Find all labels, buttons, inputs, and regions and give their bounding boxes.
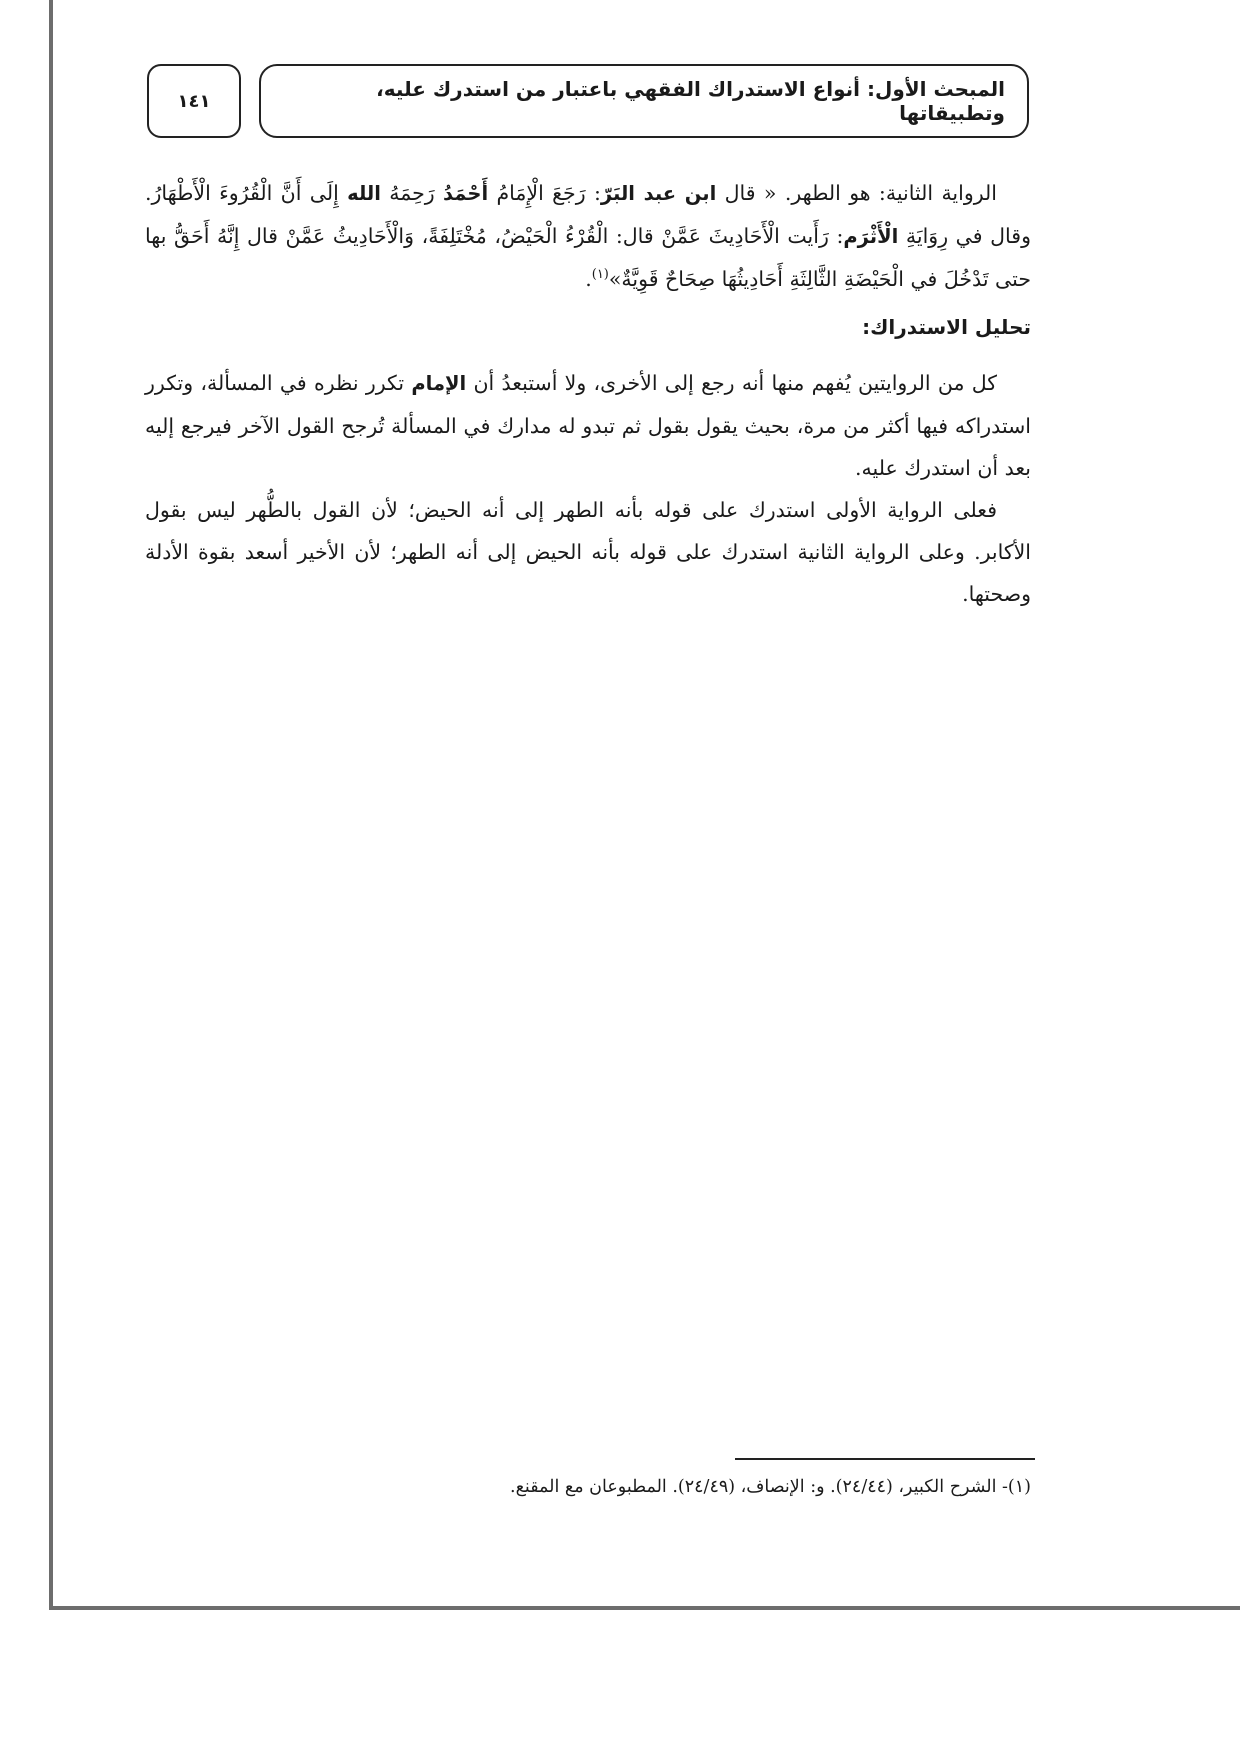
footnote-marker: (١)- (1002, 1477, 1031, 1497)
footnote (145, 1472, 1031, 1502)
bold-name: ابن عبد البَرّ (600, 182, 717, 205)
paragraph-analysis (145, 362, 1031, 489)
text-run: : رَأَيت الْأَحَادِيثَ عَمَّنْ قال: الْقُرْءُ الْحَيْضُ، مُخْتَلِفَةً، وَالْأَحَادِيثُ عَمَّنْ قال إِنَّهُ أَحَقُّ بها حتى تَدْخُلَ في الْحَيْضَةِ الثَّالِثَةِ أَحَادِيثُهَا صِحَاحٌ قَوِيَّةٌ» (145, 224, 1031, 291)
paragraph-conclusion: فعلى الرواية الأولى استدرك على قوله بأنه الطهر إلى أنه الحيض؛ لأن القول بالطُّهر ليس بقول الأكابر. وعلى الرواية الثانية استدرك على قوله بأنه الحيض إلى أنه الطهر؛ لأن الأخير أسعد بقوة الأدلة وصحتها. (145, 498, 1031, 606)
paragraph-second-narration (145, 172, 1031, 300)
section-heading: تحليل الاستدراك: (862, 315, 1031, 339)
bold-name: الله (347, 182, 381, 205)
footnote-text: الشرح الكبير، (٢٤/٤٤). و: الإنصاف، (٢٤/٤٩). المطبوعان مع المقنع. (510, 1477, 1003, 1497)
text-run: . (585, 267, 592, 291)
footnote-separator (735, 1458, 1035, 1460)
bold-name: أَحْمَدُ (443, 182, 489, 205)
text-run: الرواية الثانية: هو الطهر. « قال (716, 181, 997, 205)
text-run: إِلَى أَنَّ الْقُرُوءَ الْأَطْهَارُ. وقال في رِوَايَةِ (145, 181, 1031, 248)
text-run: كل من الروايتين يُفهم منها أنه رجع إلى الأخرى، ولا أستبعدُ أن (466, 371, 997, 395)
page-number-box (147, 64, 241, 138)
text-run: : رَجَعَ الْإِمَامُ (488, 181, 601, 205)
section-title-text: المبحث الأول: أنواع الاستدراك الفقهي باعتبار من استدرك عليه، وتطبيقاتها (376, 77, 1005, 125)
bold-term: الإمام (411, 372, 467, 395)
text-run: تكرر نظره في المسألة، وتكرر استدراكه فيها أكثر من مرة، بحيث يقول بقول ثم تبدو له مدارك في المسألة تُرجح القول الآخر فيرجع إليه بعد أن استدرك عليه. (145, 371, 1031, 480)
footnote-reference[interactable]: (١) (591, 267, 609, 283)
page-frame-bottom-border (49, 1606, 1240, 1610)
bold-name: الْأَثْرَم (843, 225, 899, 248)
main-text (145, 172, 1031, 615)
text-run: رَحِمَهُ (380, 181, 444, 205)
page-number: ١٤١ (177, 90, 211, 112)
page-frame-left-border (49, 0, 53, 1610)
running-header-title (259, 64, 1029, 138)
